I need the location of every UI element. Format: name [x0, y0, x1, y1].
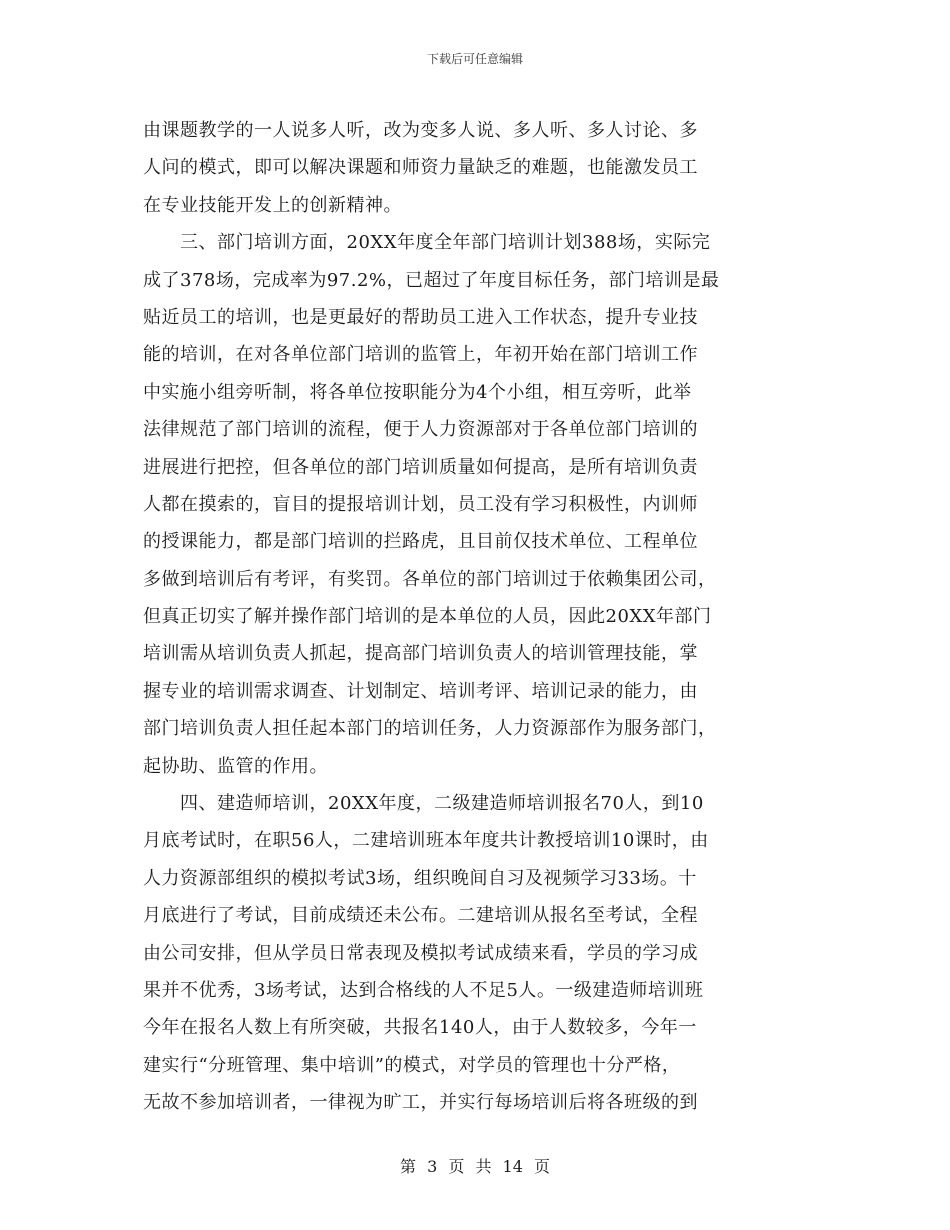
text-line: 由课题教学的一人说多人听，改为变多人说、多人听、多人讨论、多 [143, 120, 698, 141]
text-line: 进展进行把控，但各单位的部门培训质量如何提高，是所有培训负责 [143, 456, 698, 478]
document-body [143, 112, 808, 1122]
text-line: 中实施小组旁听制，将各单位按职能分为4个小组，相互旁听，此举 [143, 381, 692, 403]
text-line: 成了378场，完成率为97.2%，已超过了年度目标任务，部门培训是最 [143, 269, 720, 291]
text-line: 在专业技能开发上的创新精神。 [143, 194, 402, 216]
text-line: 多做到培训后有考评，有奖罚。各单位的部门培训过于依赖集团公司， [143, 568, 717, 590]
text-line: 今年在报名人数上有所突破，共报名140人，由于人数较多，今年一 [143, 1017, 697, 1039]
text-line: 由公司安排，但从学员日常表现及模拟考试成绩来看，学员的学习成 [143, 942, 698, 964]
page-number-footer: 第 3 页 共 14 页 [400, 1157, 550, 1176]
text-line: 人问的模式，即可以解决课题和师资力量缺乏的难题，也能激发员工 [143, 157, 698, 179]
text-line: 人力资源部组织的模拟考试3场，组织晚间自习及视频学习33场。十 [143, 867, 697, 889]
text-line: 握专业的培训需求调查、计划制定、培训考评、培训记录的能力，由 [143, 680, 698, 702]
text-line: 但真正切实了解并操作部门培训的是本单位的人员，因此20XX年部门 [143, 606, 712, 628]
page-header-note: 下载后可任意编辑 [426, 52, 523, 66]
text-line: 四、建造师培训，20XX年度，二级建造师培训报名70人，到10 [143, 793, 704, 815]
text-line: 月底考试时，在职56人，二建培训班本年度共计教授培训10课时，由 [143, 830, 709, 852]
text-line: 三、部门培训方面，20XX年度全年部门培训计划388场，实际完 [143, 232, 711, 254]
text-line: 的授课能力，都是部门培训的拦路虎，且目前仅技术单位、工程单位 [143, 531, 698, 553]
text-line: 果并不优秀，3场考试，达到合格线的人不足5人。一级建造师培训班 [143, 979, 704, 1001]
text-line: 能的培训，在对各单位部门培训的监管上，年初开始在部门培训工作 [143, 344, 698, 366]
text-line: 月底进行了考试，目前成绩还未公布。二建培训从报名至考试，全程 [143, 905, 698, 927]
text-line: 部门培训负责人担任起本部门的培训任务，人力资源部作为服务部门， [143, 718, 717, 740]
text-line: 起协助、监管的作用。 [143, 755, 328, 777]
text-line: 人都在摸索的，盲目的提报培训计划，员工没有学习积极性，内训师 [143, 493, 698, 515]
text-line: 培训需从培训负责人抓起，提高部门培训负责人的培训管理技能，掌 [143, 643, 698, 665]
text-line: 法律规范了部门培训的流程，便于人力资源部对于各单位部门培训的 [143, 419, 698, 441]
text-line: 贴近员工的培训，也是更最好的帮助员工进入工作状态，提升专业技 [143, 306, 698, 328]
text-line: 建实行“分班管理、集中培训”的模式，对学员的管理也十分严格， [143, 1054, 681, 1076]
text-line: 无故不参加培训者，一律视为旷工，并实行每场培训后将各班级的到 [143, 1092, 698, 1114]
